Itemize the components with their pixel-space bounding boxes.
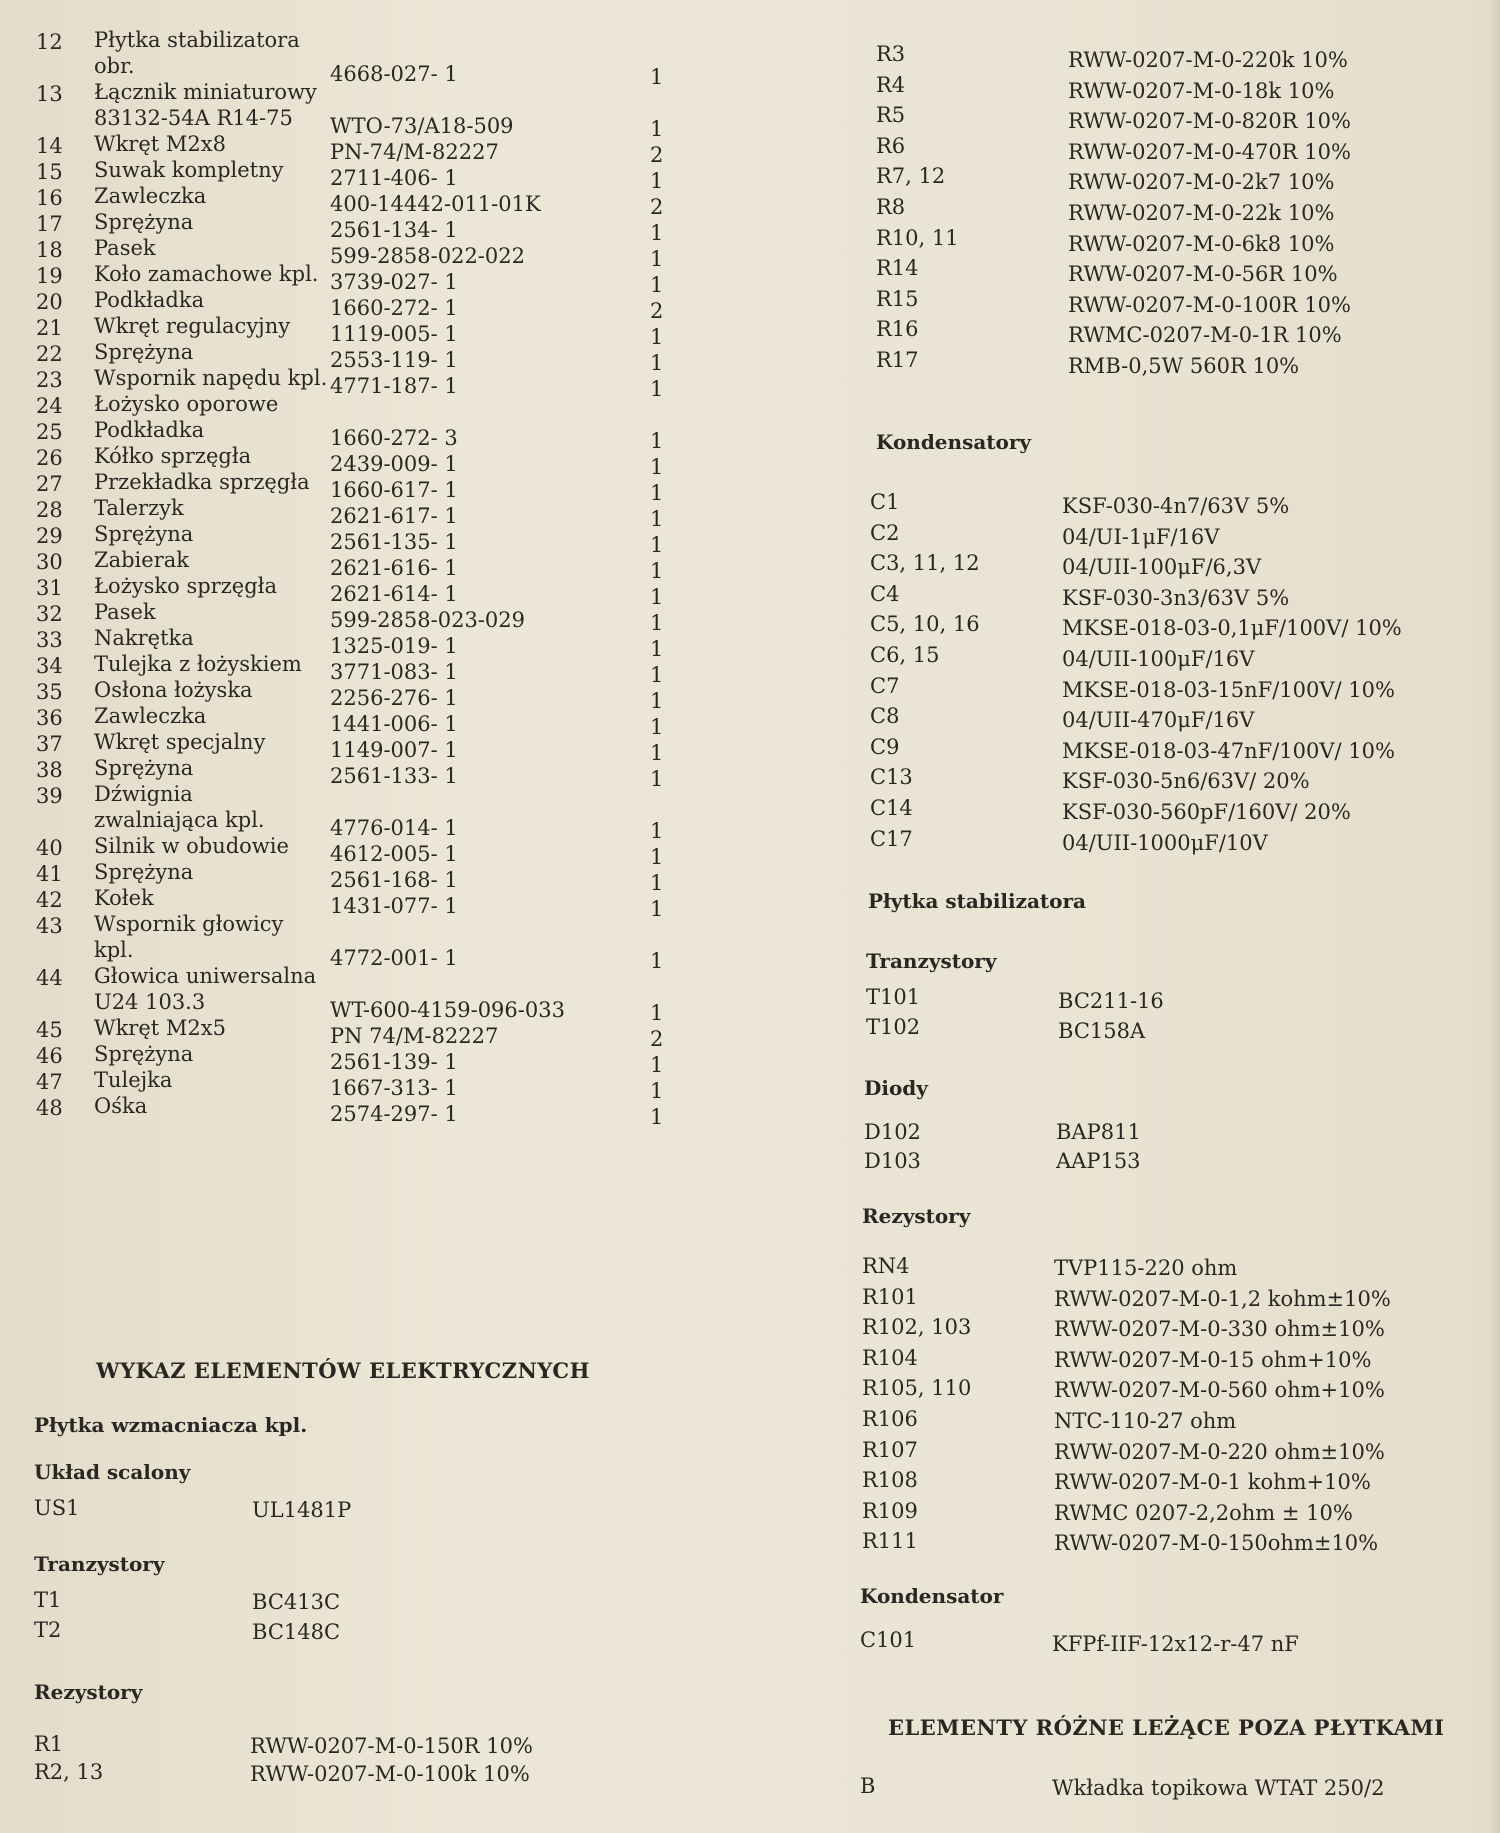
part-name: Nakrętka	[94, 626, 194, 650]
part-qty: 2	[650, 1027, 664, 1051]
part-qty: 1	[650, 351, 664, 375]
part-qty: 1	[650, 897, 664, 921]
part-qty: 1	[650, 559, 664, 583]
component-ref: R3	[876, 42, 906, 66]
part-code: 1660-617- 1	[330, 478, 458, 502]
part-qty: 1	[650, 611, 664, 635]
part-number: 29	[36, 524, 63, 548]
part-name-cont: zwalniająca kpl.	[94, 808, 265, 832]
part-qty: 1	[650, 949, 664, 973]
part-number: 34	[36, 654, 63, 678]
part-name: Przekładka sprzęgła	[94, 470, 310, 494]
component-value: MKSE-018-03-0,1μF/100V/ 10%	[1062, 616, 1402, 641]
part-qty: 1	[650, 325, 664, 349]
part-qty: 1	[650, 169, 664, 193]
part-qty: 1	[650, 741, 664, 765]
part-name: Wkręt M2x8	[94, 132, 226, 156]
part-qty: 1	[650, 481, 664, 505]
component-ref: R106	[862, 1407, 918, 1431]
transistors-heading: Tranzystory	[34, 1552, 165, 1576]
part-code: 2553-119- 1	[330, 348, 458, 372]
part-code: 4776-014- 1	[330, 816, 458, 840]
component-ref: US1	[34, 1496, 80, 1520]
component-value: RWW-0207-M-0-820R 10%	[1068, 109, 1351, 134]
part-qty: 1	[650, 819, 664, 843]
part-code: 599-2858-022-022	[330, 244, 525, 268]
part-name-cont: kpl.	[94, 938, 134, 962]
capacitors-heading: Kondensatory	[876, 430, 1032, 454]
part-qty: 1	[650, 507, 664, 531]
component-ref: C2	[870, 520, 900, 545]
part-code: WTO-73/A18-509	[330, 114, 514, 138]
section-title: WYKAZ ELEMENTÓW ELEKTRYCZNYCH	[96, 1358, 590, 1383]
part-code: 2621-616- 1	[330, 556, 458, 580]
component-ref: R2, 13	[34, 1760, 104, 1784]
part-qty: 1	[650, 1053, 664, 1077]
part-code: 4771-187- 1	[330, 374, 458, 398]
component-ref: R111	[862, 1529, 918, 1554]
part-code: 2561-135- 1	[330, 530, 458, 554]
part-qty: 1	[650, 377, 664, 401]
component-ref: D103	[864, 1149, 921, 1173]
part-qty: 1	[650, 117, 664, 141]
component-value: 04/UII-1000μF/10V	[1062, 830, 1268, 855]
part-number: 35	[36, 680, 63, 704]
part-code: 2711-406- 1	[330, 166, 458, 190]
component-value: RWMC 0207-2,2ohm ± 10%	[1054, 1500, 1353, 1525]
part-number: 42	[36, 888, 63, 912]
part-qty: 1	[650, 689, 664, 713]
part-code: 400-14442-011-01K	[330, 192, 541, 216]
part-code: 599-2858-023-029	[330, 608, 525, 632]
part-qty: 1	[650, 663, 664, 687]
part-code: 4772-001- 1	[330, 946, 458, 970]
part-number: 43	[36, 914, 63, 938]
component-ref: C5, 10, 16	[870, 612, 980, 637]
stab-resistors-heading: Rezystory	[862, 1204, 971, 1228]
part-code: 2439-009- 1	[330, 452, 458, 476]
part-qty: 1	[650, 221, 664, 245]
component-value: RWW-0207-M-0-150ohm±10%	[1054, 1531, 1379, 1556]
part-qty: 1	[650, 715, 664, 739]
part-qty: 2	[650, 143, 664, 167]
component-value: RWW-0207-M-0-560 ohm+10%	[1054, 1378, 1385, 1403]
component-ref: T102	[866, 1015, 921, 1039]
component-value: RWW-0207-M-0-6k8 10%	[1068, 231, 1335, 256]
part-number: 28	[36, 498, 63, 522]
ic-heading: Układ scalony	[34, 1460, 191, 1484]
part-number: 16	[36, 186, 63, 210]
component-value: RWW-0207-M-0-220 ohm±10%	[1054, 1439, 1385, 1464]
part-name: Sprężyna	[94, 860, 194, 884]
component-value: BAP811	[1056, 1120, 1141, 1144]
component-ref: R101	[862, 1284, 918, 1309]
part-number: 27	[36, 472, 63, 496]
component-ref: R10, 11	[876, 225, 959, 250]
part-code: 1431-077- 1	[330, 894, 458, 918]
part-name: Łożysko oporowe	[94, 392, 279, 416]
stabilizer-board-heading: Płytka stabilizatora	[868, 889, 1086, 913]
component-ref: C1	[870, 490, 900, 514]
component-value: MKSE-018-03-47nF/100V/ 10%	[1062, 738, 1395, 763]
part-code: 2561-133- 1	[330, 764, 458, 788]
component-value: BC211-16	[1058, 989, 1164, 1013]
component-value: RWW-0207-M-0-22k 10%	[1068, 201, 1335, 225]
part-name: Dźwignia	[94, 782, 193, 806]
component-value: 04/UII-100μF/6,3V	[1062, 555, 1262, 580]
component-ref: C4	[870, 581, 900, 606]
part-name: Płytka stabilizatora	[94, 28, 300, 52]
part-code: 2561-168- 1	[330, 868, 458, 892]
part-number: 24	[36, 394, 63, 418]
part-number: 15	[36, 160, 63, 184]
part-code: 2574-297- 1	[330, 1102, 458, 1126]
part-code: 2621-614- 1	[330, 582, 458, 606]
component-value: 04/UII-100μF/16V	[1062, 647, 1255, 671]
component-value: 04/UI-1μF/16V	[1062, 524, 1220, 549]
part-name: Wspornik napędu kpl.	[94, 366, 328, 390]
part-code: PN 74/M-82227	[330, 1024, 499, 1048]
part-qty: 2	[650, 299, 664, 323]
part-code: 2561-134- 1	[330, 218, 458, 242]
component-value: RWW-0207-M-0-100R 10%	[1068, 292, 1351, 317]
part-number: 37	[36, 732, 63, 756]
part-code: 4668-027- 1	[330, 62, 458, 86]
component-value: RWW-0207-M-0-1,2 kohm±10%	[1054, 1286, 1391, 1311]
part-qty: 1	[650, 1079, 664, 1103]
part-code: 1119-005- 1	[330, 322, 458, 346]
part-code: 2256-276- 1	[330, 686, 458, 710]
part-qty: 1	[650, 533, 664, 557]
component-ref: T1	[34, 1588, 62, 1612]
part-name: Sprężyna	[94, 210, 194, 234]
component-ref: D102	[864, 1120, 921, 1144]
component-ref: R17	[876, 348, 919, 372]
component-value: RWW-0207-M-0-56R 10%	[1068, 262, 1338, 287]
part-number: 47	[36, 1070, 63, 1094]
part-name: Wkręt regulacyjny	[94, 314, 291, 338]
part-number: 14	[36, 134, 63, 158]
part-number: 48	[36, 1096, 63, 1120]
part-name: Silnik w obudowie	[94, 834, 289, 858]
part-number: 32	[36, 602, 63, 626]
part-name: Sprężyna	[94, 522, 194, 546]
part-code: 1325-019- 1	[330, 634, 458, 658]
part-number: 22	[36, 342, 63, 366]
part-qty: 1	[650, 455, 664, 479]
component-ref: R107	[862, 1437, 918, 1462]
part-code: 1667-313- 1	[330, 1076, 458, 1100]
component-value: AAP153	[1056, 1149, 1141, 1173]
component-value: UL1481P	[252, 1498, 352, 1522]
part-number: 17	[36, 212, 63, 236]
part-name: Podkładka	[94, 418, 205, 442]
part-name: Koło zamachowe kpl.	[94, 262, 319, 286]
component-value: RMB-0,5W 560R 10%	[1068, 354, 1300, 378]
part-code: 1660-272- 1	[330, 296, 458, 320]
part-number: 44	[36, 966, 63, 990]
part-name: Pasek	[94, 600, 156, 624]
part-number: 21	[36, 316, 63, 340]
component-value: RWW-0207-M-0-15 ohm+10%	[1054, 1347, 1372, 1372]
component-value: RWW-0207-M-0-470R 10%	[1068, 139, 1351, 164]
part-number: 25	[36, 420, 63, 444]
component-ref: C13	[870, 765, 913, 790]
part-number: 19	[36, 264, 63, 288]
part-code: 1149-007- 1	[330, 738, 458, 762]
component-ref: B	[860, 1774, 876, 1798]
part-name: Łożysko sprzęgła	[94, 574, 277, 598]
component-ref: T2	[34, 1618, 62, 1642]
component-ref: R5	[876, 103, 906, 128]
part-name: Sprężyna	[94, 756, 194, 780]
component-ref: C101	[860, 1628, 917, 1652]
part-name: Wspornik głowicy	[94, 912, 284, 936]
component-value: KSF-030-3n3/63V 5%	[1062, 585, 1290, 610]
part-name: Kółko sprzęgła	[94, 444, 252, 468]
component-ref: R102, 103	[862, 1315, 972, 1340]
part-qty: 1	[650, 637, 664, 661]
component-ref: C7	[870, 673, 900, 698]
part-name: Pasek	[94, 236, 156, 260]
part-code: 2621-617- 1	[330, 504, 458, 528]
part-name: Sprężyna	[94, 340, 194, 364]
part-name: Głowica uniwersalna	[94, 964, 317, 988]
part-qty: 1	[650, 247, 664, 271]
part-code: PN-74/M-82227	[330, 140, 499, 164]
part-number: 30	[36, 550, 63, 574]
part-number: 18	[36, 238, 63, 262]
component-value: BC413C	[252, 1590, 341, 1614]
component-value: RWW-0207-M-0-100k 10%	[250, 1762, 530, 1786]
part-name-cont: 83132-54A R14-75	[94, 106, 293, 130]
part-number: 40	[36, 836, 63, 860]
part-qty: 1	[650, 871, 664, 895]
part-number: 41	[36, 862, 63, 886]
component-ref: C3, 11, 12	[870, 551, 980, 576]
part-number: 36	[36, 706, 63, 730]
part-number: 13	[36, 82, 63, 106]
part-qty: 1	[650, 65, 664, 89]
component-value: KSF-030-4n7/63V 5%	[1062, 494, 1290, 518]
component-value: KFPf-IIF-12x12-r-47 nF	[1052, 1632, 1299, 1656]
component-value: 04/UII-470μF/16V	[1062, 708, 1255, 733]
part-number: 23	[36, 368, 63, 392]
part-name-cont: U24 103.3	[94, 990, 206, 1014]
component-ref: R108	[862, 1468, 918, 1493]
component-ref: R8	[876, 195, 906, 219]
part-name: Łącznik miniaturowy	[94, 80, 317, 104]
part-name: Tulejka z łożyskiem	[94, 652, 302, 676]
part-qty: 1	[650, 1001, 664, 1025]
part-name: Tulejka	[94, 1068, 173, 1092]
part-code: 4612-005- 1	[330, 842, 458, 866]
component-ref: C14	[870, 796, 913, 820]
part-qty: 1	[650, 845, 664, 869]
part-number: 31	[36, 576, 63, 600]
part-name: Ośka	[94, 1094, 148, 1118]
part-name: Zabierak	[94, 548, 189, 572]
component-value: RWW-0207-M-0-150R 10%	[250, 1734, 533, 1758]
stab-transistors-heading: Tranzystory	[866, 949, 997, 973]
part-code: 3739-027- 1	[330, 270, 458, 294]
component-ref: R7, 12	[876, 164, 946, 189]
part-code: 2561-139- 1	[330, 1050, 458, 1074]
component-value: KSF-030-560pF/160V/ 20%	[1062, 800, 1351, 824]
part-number: 12	[36, 30, 63, 54]
component-ref: R109	[862, 1498, 918, 1523]
part-name: Wkręt M2x5	[94, 1016, 226, 1040]
part-name: Talerzyk	[94, 496, 184, 520]
part-number: 39	[36, 784, 63, 808]
part-code: 3771-083- 1	[330, 660, 458, 684]
part-qty: 1	[650, 767, 664, 791]
board-heading: Płytka wzmacniacza kpl.	[34, 1413, 308, 1437]
component-ref: R1	[34, 1732, 64, 1756]
resistors-heading: Rezystory	[34, 1680, 143, 1704]
component-value: TVP115-220 ohm	[1054, 1256, 1238, 1280]
component-ref: C8	[870, 704, 900, 729]
part-number: 26	[36, 446, 63, 470]
component-value: BC148C	[252, 1620, 341, 1644]
component-value: MKSE-018-03-15nF/100V/ 10%	[1062, 677, 1395, 702]
part-code: WT-600-4159-096-033	[330, 998, 565, 1022]
component-value: RWW-0207-M-0-220k 10%	[1068, 48, 1348, 72]
part-qty: 1	[650, 585, 664, 609]
component-ref: R14	[876, 256, 919, 281]
component-ref: T101	[866, 985, 921, 1009]
part-qty: 1	[650, 1105, 664, 1129]
part-name: Kołek	[94, 886, 154, 910]
part-name: Sprężyna	[94, 1042, 194, 1066]
part-qty: 2	[650, 195, 664, 219]
component-ref: R16	[876, 317, 919, 342]
other-elements-title: ELEMENTY RÓŻNE LEŻĄCE POZA PŁYTKAMI	[888, 1715, 1445, 1740]
component-ref: C9	[870, 734, 900, 759]
part-name: Podkładka	[94, 288, 205, 312]
part-qty: 1	[650, 273, 664, 297]
part-number: 38	[36, 758, 63, 782]
component-value: RWW-0207-M-0-1 kohm+10%	[1054, 1470, 1371, 1495]
component-value: BC158A	[1058, 1019, 1146, 1043]
component-ref: R104	[862, 1345, 918, 1370]
component-ref: C17	[870, 826, 913, 851]
part-number: 20	[36, 290, 63, 314]
part-name: Osłona łożyska	[94, 678, 253, 702]
component-value: RWW-0207-M-0-18k 10%	[1068, 78, 1335, 103]
component-ref: R4	[876, 72, 906, 97]
part-name: Zawleczka	[94, 704, 207, 728]
component-ref: RN4	[862, 1254, 910, 1278]
component-ref: R105, 110	[862, 1376, 972, 1401]
diodes-heading: Diody	[864, 1076, 928, 1100]
component-value: Wkładka topikowa WTAT 250/2	[1052, 1776, 1385, 1800]
part-code: 1441-006- 1	[330, 712, 458, 736]
component-ref: R6	[876, 133, 906, 158]
component-ref: R15	[876, 286, 919, 311]
stab-capacitor-heading: Kondensator	[860, 1584, 1004, 1608]
part-name: Suwak kompletny	[94, 158, 284, 182]
component-value: KSF-030-5n6/63V/ 20%	[1062, 769, 1310, 794]
part-qty: 1	[650, 429, 664, 453]
part-name-cont: obr.	[94, 54, 135, 78]
component-value: RWW-0207-M-0-2k7 10%	[1068, 170, 1335, 195]
part-number: 45	[36, 1018, 63, 1042]
part-code: 1660-272- 3	[330, 426, 458, 450]
component-value: NTC-110-27 ohm	[1054, 1409, 1237, 1433]
component-value: RWW-0207-M-0-330 ohm±10%	[1054, 1317, 1385, 1342]
component-value: RWMC-0207-M-0-1R 10%	[1068, 323, 1342, 348]
page-fold-shadow	[1488, 0, 1500, 1833]
part-name: Zawleczka	[94, 184, 207, 208]
component-ref: C6, 15	[870, 643, 940, 667]
part-number: 33	[36, 628, 63, 652]
part-number: 46	[36, 1044, 63, 1068]
part-name: Wkręt specjalny	[94, 730, 266, 754]
